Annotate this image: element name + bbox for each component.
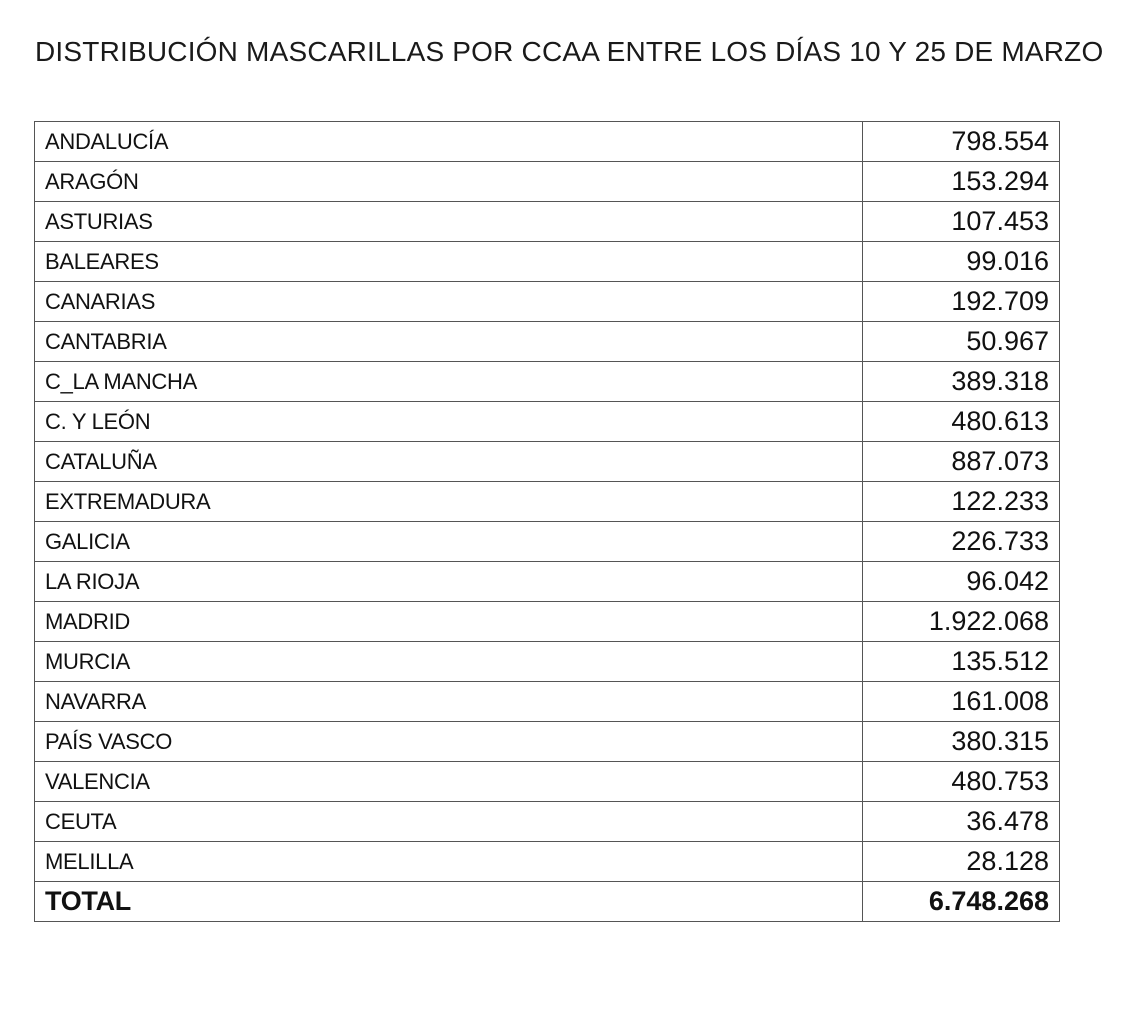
value-cell: 107.453 [863, 202, 1060, 242]
region-cell: CANTABRIA [35, 322, 863, 362]
table-row [35, 522, 1060, 562]
region-cell: GALICIA [35, 522, 863, 562]
table-row [35, 642, 1060, 682]
table-row [35, 602, 1060, 642]
value-cell: 36.478 [863, 802, 1060, 842]
region-cell: MURCIA [35, 642, 863, 682]
table-row [35, 442, 1060, 482]
table-row [35, 282, 1060, 322]
table-row [35, 162, 1060, 202]
value-cell: 1.922.068 [863, 602, 1060, 642]
table-row [35, 722, 1060, 762]
region-cell: C_LA MANCHA [35, 362, 863, 402]
value-cell: 153.294 [863, 162, 1060, 202]
region-cell: MADRID [35, 602, 863, 642]
table-row [35, 562, 1060, 602]
distribution-table [34, 121, 1060, 922]
value-cell: 192.709 [863, 282, 1060, 322]
table-row [35, 122, 1060, 162]
table-row [35, 762, 1060, 802]
region-cell: BALEARES [35, 242, 863, 282]
table-row [35, 802, 1060, 842]
total-value: 6.748.268 [863, 882, 1060, 922]
region-cell: NAVARRA [35, 682, 863, 722]
region-cell: ARAGÓN [35, 162, 863, 202]
value-cell: 887.073 [863, 442, 1060, 482]
value-cell: 480.613 [863, 402, 1060, 442]
region-cell: PAÍS VASCO [35, 722, 863, 762]
region-cell: VALENCIA [35, 762, 863, 802]
region-cell: CEUTA [35, 802, 863, 842]
table-row [35, 362, 1060, 402]
value-cell: 798.554 [863, 122, 1060, 162]
total-label: TOTAL [35, 882, 863, 922]
table-row [35, 682, 1060, 722]
region-cell: CANARIAS [35, 282, 863, 322]
value-cell: 161.008 [863, 682, 1060, 722]
region-cell: CATALUÑA [35, 442, 863, 482]
region-cell: ASTURIAS [35, 202, 863, 242]
table-row [35, 402, 1060, 442]
table-row [35, 202, 1060, 242]
value-cell: 226.733 [863, 522, 1060, 562]
value-cell: 96.042 [863, 562, 1060, 602]
region-cell: EXTREMADURA [35, 482, 863, 522]
region-cell: MELILLA [35, 842, 863, 882]
table-row [35, 242, 1060, 282]
total-row [35, 882, 1060, 922]
value-cell: 389.318 [863, 362, 1060, 402]
value-cell: 480.753 [863, 762, 1060, 802]
value-cell: 50.967 [863, 322, 1060, 362]
value-cell: 380.315 [863, 722, 1060, 762]
region-cell: C. Y LEÓN [35, 402, 863, 442]
value-cell: 99.016 [863, 242, 1060, 282]
document-title: DISTRIBUCIÓN MASCARILLAS POR CCAA ENTRE LOS DÍAS 10 Y 25 DE MARZO [35, 36, 1104, 67]
table-row [35, 842, 1060, 882]
table-row [35, 482, 1060, 522]
value-cell: 122.233 [863, 482, 1060, 522]
value-cell: 28.128 [863, 842, 1060, 882]
region-cell: LA RIOJA [35, 562, 863, 602]
table-body [35, 122, 1060, 922]
value-cell: 135.512 [863, 642, 1060, 682]
table-row [35, 322, 1060, 362]
region-cell: ANDALUCÍA [35, 122, 863, 162]
